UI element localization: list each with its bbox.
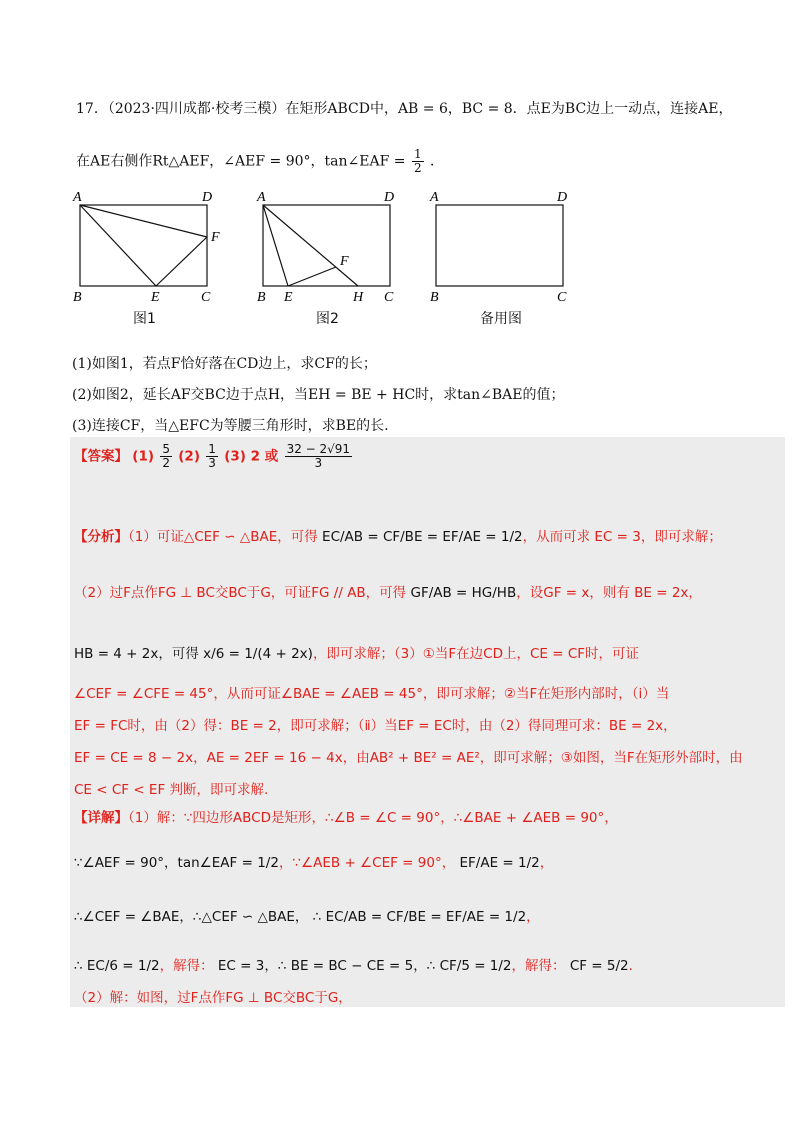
detail-formula-3b: ∴ EC/AB = CF/BE = EF/AE = 1/2 (312, 909, 527, 925)
analysis-line-2 (74, 581, 702, 601)
detail-line-5: （2）解：如图，过F点作FG ⊥ BC交BC于G， (74, 990, 352, 1006)
problem-line-2-end: ． (430, 153, 445, 170)
analysis-text-1c: ，从而可求 EC = 3，即可求解； (522, 529, 722, 545)
fig1-label-C: C (201, 290, 211, 305)
fig2-label-F: F (340, 254, 349, 269)
fig3-rectangle (436, 205, 563, 286)
analysis-text-3c: ，即可求解；（3）①当F在边CD上，CE = CF时，可证 (312, 646, 640, 662)
question-2: (2)如图2，延长AF交BC边于点H，当EH = BE + HC时，求tan∠BAE的值； (72, 387, 565, 403)
fig1-label-E: E (151, 290, 160, 305)
fig3-label-C: C (557, 290, 567, 305)
fig2-rectangle (263, 205, 390, 286)
analysis-text-2c: ，设GF = x，则有 BE = 2x， (516, 585, 702, 601)
analysis-formula-1: EC/AB = CF/BE = EF/AE = 1/2 (322, 529, 523, 545)
detail-line-1 (74, 806, 618, 826)
analysis-line-1 (74, 525, 722, 545)
fig2-label-H: H (353, 290, 364, 305)
detail-formula-2b: 1/2 (257, 855, 279, 871)
answer-f3-den: 3 (285, 456, 353, 470)
solution-panel (70, 437, 785, 1007)
answer-fraction-1 (160, 443, 172, 470)
detail-text-4f: ． (628, 958, 643, 974)
question-1: (1)如图1，若点F恰好落在CD边上，求CF的长； (72, 356, 377, 372)
fig2-line-AH (263, 205, 358, 286)
analysis-text-1a: （1）可证△CEF ∽ △BAE，可得 (128, 529, 318, 545)
fig2-label-D: D (384, 190, 395, 205)
fig1-rectangle (80, 205, 207, 286)
detail-formula-4e: CF = 5/2 (569, 958, 629, 974)
detail-line-2 (74, 851, 553, 871)
fig2-label-A: A (257, 190, 266, 205)
analysis-line-4: ∠CEF = ∠CFE = 45°，从而可证∠BAE = ∠AEB = 45°，即可求解；②当F在矩形内部时，（ⅰ）当 (74, 686, 670, 702)
detail-line-3 (74, 905, 540, 925)
answer-f2-den: 3 (208, 456, 216, 470)
answer-part-2: (2) (178, 448, 200, 465)
detail-text-2e: ， (539, 855, 554, 871)
analysis-formula-3: x/6 = 1/(4 + 2x) (203, 646, 313, 662)
answer-f2-num: 1 (208, 442, 216, 456)
detail-line-4 (74, 954, 642, 974)
detail-text-2a: ∵∠AEF = 90°，tan∠EAF = (74, 855, 253, 871)
fig2-label-C: C (384, 290, 394, 305)
detail-formula-4c: EC = 3，∴ BE = BC − CE = 5，∴ CF/5 = 1/2 (217, 958, 512, 974)
fig1-label-D: D (202, 190, 213, 205)
fig1-label-F: F (211, 230, 220, 245)
fig2-line-EF (288, 267, 336, 286)
analysis-line-3 (74, 642, 639, 662)
detail-text-3a: ∴∠CEF = ∠BAE，∴△CEF ∽ △BAE， (74, 909, 309, 925)
figure-3 (429, 190, 567, 305)
fig2-label-E: E (284, 290, 293, 305)
detail-text-3c: ， (526, 909, 540, 925)
answer-f1-den: 2 (162, 456, 170, 470)
question-3: (3)连接CF，当△EFC为等腰三角形时，求BE的长. (72, 418, 389, 434)
analysis-tag: 【分析】 (74, 529, 128, 545)
fig3-caption: 备用图 (480, 311, 522, 327)
answer-f3-num: 32 − 2√91 (286, 442, 351, 456)
fig3-label-A: A (430, 190, 439, 205)
answer-fraction-2 (206, 443, 218, 470)
detail-formula-4a: ∴ EC/6 = 1/2 (74, 958, 160, 974)
fig2-line-AE (263, 205, 288, 286)
fig1-caption: 图1 (133, 311, 156, 327)
answer-part-1: (1) (132, 448, 155, 465)
fig2-label-B: B (257, 290, 266, 305)
detail-text-4b: ，解得： (159, 958, 214, 974)
fig1-label-A: A (73, 190, 82, 205)
analysis-formula-2: GF/AB = HG/HB (410, 585, 517, 601)
figures-row (70, 185, 590, 335)
answer-part-3: (3) 2 或 (224, 448, 279, 465)
fraction-numerator: 1 (413, 147, 422, 161)
fig1-label-B: B (73, 290, 82, 305)
problem-line-1: 17．（2023·四川成都·校考三模）在矩形ABCD中，AB = 6，BC = 8．点E为BC边上一动点，连接AE， (76, 101, 733, 117)
answer-f1-num: 5 (162, 442, 170, 456)
fig3-label-D: D (557, 190, 568, 205)
detail-tag: 【详解】 (74, 810, 128, 826)
analysis-line-7: CE < CF < EF 判断，即可求解. (74, 782, 269, 798)
analysis-text-2a: （2）过F点作FG ⊥ BC交BC于G，可证FG // AB，可得 (74, 585, 407, 601)
fig2-caption: 图2 (316, 311, 339, 327)
detail-formula-2d: EF/AE = 1/2 (459, 855, 540, 871)
figure-1 (72, 190, 220, 305)
fig1-line-AE (80, 205, 156, 286)
answer-tag: 【答案】 (74, 448, 128, 465)
detail-text-1: （1）解：∵四边形ABCD是矩形，∴∠B = ∠C = 90°，∴∠BAE + ∠AEB = 90°， (128, 810, 618, 826)
detail-text-4d: ，解得： (511, 958, 566, 974)
detail-text-2c: ，∵∠AEB + ∠CEF = 90°， (278, 855, 456, 871)
analysis-text-3a: HB = 4 + 2x，可得 (74, 646, 199, 662)
answer-line (74, 443, 354, 470)
fig3-label-B: B (430, 290, 439, 305)
fig1-line-EF (156, 237, 207, 286)
figure-2 (256, 190, 394, 305)
problem-line-2-text: 在AE右侧作Rt△AEF，∠AEF = 90°，tan∠EAF = (76, 153, 406, 170)
answer-fraction-3 (285, 443, 353, 470)
analysis-line-6: EF = CE = 8 − 2x，AE = 2EF = 16 − 4x，由AB² + BE² = AE²，即可求解；③如图，当F在矩形外部时，由 (74, 750, 743, 766)
fraction-denominator: 2 (413, 161, 422, 175)
tan-fraction (412, 148, 424, 175)
fig1-line-AF (80, 205, 207, 237)
problem-line-2 (76, 148, 444, 175)
analysis-line-5: EF = FC时，由（2）得：BE = 2，即可求解；（ⅱ）当EF = EC时，由（2）得同理可求：BE = 2x， (74, 718, 677, 734)
